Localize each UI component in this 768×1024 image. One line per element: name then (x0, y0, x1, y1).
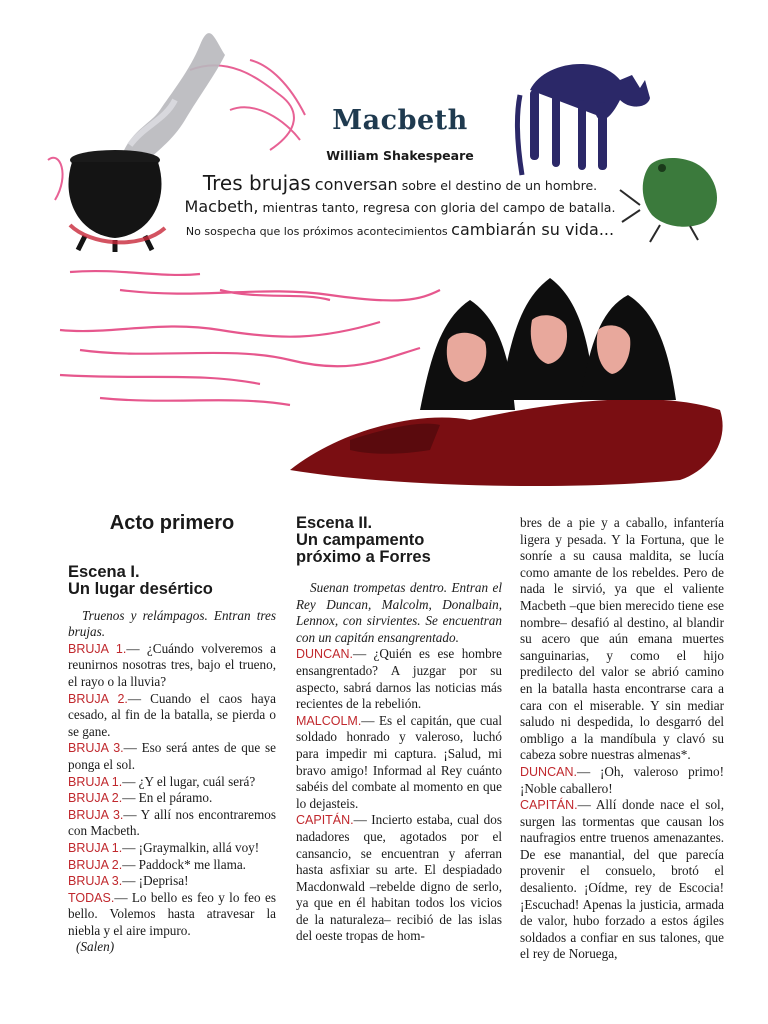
intro-emphasis: cambiarán su vida... (451, 220, 615, 239)
speaker-name: BRUJA 1. (68, 641, 127, 656)
speech-text: — ¿Quién es ese hombre ensangrentado? A juzgar por su aspecto, sabrá darnos las noticias más recientes de la rebelión. (296, 646, 502, 712)
dialogue-line (296, 812, 502, 945)
speaker-name: BRUJA 3. (68, 807, 124, 822)
speech-text: — Lo bello es feo y lo feo es bello. Volemos hasta atravesar la niebla y el aire impuro. (68, 889, 276, 938)
dialogue (520, 764, 724, 963)
speech-text: — En el páramo. (122, 790, 213, 806)
dialogue-line (296, 713, 502, 813)
speaker-name: MALCOLM. (296, 713, 362, 728)
speech-text: — ¿Cuándo volveremos a reunirnos nosotras tres, bajo el trueno, el rayo o la lluvia? (68, 640, 276, 689)
speaker-name: DUNCAN. (296, 647, 353, 662)
dialogue-line (520, 764, 724, 797)
speech-text: — ¡Graymalkin, allá voy! (122, 839, 260, 855)
dialogue-line (68, 740, 276, 773)
dialogue-line (68, 807, 276, 840)
speech-text: — Eso será antes de que se ponga el sol. (68, 740, 276, 772)
header (150, 105, 650, 239)
speaker-name: BRUJA 2. (68, 791, 123, 806)
speech-text: — Paddock* me llama. (122, 856, 246, 872)
stage-direction: (Salen) (76, 939, 115, 955)
speech-text: — Incierto estaba, cual dos nadadores que, agotados por el cansancio, se encuentran y aferran hasta asfixiar su arte. El despiadado Macdonwald –rebelde digno de serlo, ya que en él habitan todos los vicios de la naturaleza– recibió de las islas del oeste tropas de hom- (296, 812, 502, 944)
author: William Shakespeare (326, 148, 474, 163)
top-illustration (0, 0, 768, 500)
dialogue-line (520, 797, 724, 963)
speaker-name: BRUJA 3. (68, 741, 124, 756)
intro-line-2 (150, 197, 650, 216)
intro-text: sobre el destino de un hombre. (401, 178, 598, 193)
intro-line-1 (150, 171, 650, 195)
speaker-name: CAPITÁN. (520, 798, 578, 813)
dialogue-line (68, 873, 276, 890)
intro-text: No sospecha que los próximos acontecimientos (185, 225, 448, 238)
intro-line-3 (150, 220, 650, 239)
speaker-name: BRUJA 1. (68, 774, 123, 789)
speaker-name: BRUJA 2. (68, 691, 128, 706)
dialogue (296, 646, 502, 945)
speaker-name: BRUJA 1. (68, 840, 123, 855)
page-title: Macbeth (332, 105, 468, 136)
dialogue-line (296, 646, 502, 712)
three-witches (290, 278, 723, 486)
dialogue-line (68, 890, 276, 940)
continued-text: bres de a pie y a caballo, infantería ligera y pesada. Y la Fortuna, que le sonríe a su causa maldita, se lucía como amante de los rebeldes. Pero de nada le sirvió, ya que el valiente Macbeth –que bien merecido tiene ese nombre– desafió al destino, al blandir su acero que aún emana muertes sanguinarias, y como el hijo predilecto del valor se abrió camino en la batalla hasta encontrarse cara a cara con el miserable. Y sin mediar saludo ni despedida, lo desgarró del ombligo a la mandíbula y clavó su cabeza sobre nuestras almenas*. (520, 515, 724, 763)
dialogue-line (68, 840, 276, 857)
dialogue-line (68, 641, 276, 691)
scene-title: Escena I. (68, 562, 140, 581)
speech-text: — ¡Oh, valeroso primo! ¡Noble caballero! (520, 763, 724, 796)
scene-heading (296, 515, 502, 566)
speech-text: — Cuando el caos haya cesado, al fin de la batalla, se pierda o se gane. (68, 690, 276, 739)
intro-emphasis: Macbeth, (184, 197, 259, 216)
speaker-name: TODAS. (68, 890, 115, 905)
speech-text: — Y allí nos encontraremos con Macbeth. (68, 806, 276, 839)
intro-emphasis: conversan (314, 175, 398, 194)
scene-subtitle: Un campamento (296, 531, 425, 549)
mist-band (60, 271, 440, 405)
intro-text: mientras tanto, regresa con gloria del campo de batalla. (262, 200, 616, 215)
speech-text: — ¡Deprisa! (122, 873, 189, 889)
intro (150, 171, 650, 239)
speech-text: — Es el capitán, que cual soldado honrado y valeroso, luchó para impedir mi captura. ¡Salud, mi bravo amigo! Informad al Rey cuánto sabéis del combate al momento en que lo dejasteis. (296, 712, 502, 811)
stage-direction: Truenos y relámpagos. Entran tres brujas. (68, 607, 276, 640)
scene-subtitle: próximo a Forres (296, 548, 431, 566)
speaker-name: CAPITÁN. (296, 813, 354, 828)
column-3 (520, 515, 724, 963)
speech-text: — Allí donde nace el sol, surgen las tormentas que causan los naufragios entre truenos amenazantes. De ese manantial, del que parecía provenir el consuelo, brotó el desaliento. ¡Oídme, rey de Escocia! ¡Escuchad! Apenas la justicia, armada de valor, hubo forzado a estos ágiles soldados a confiar en sus talones, que el rey de Noruega, (520, 797, 724, 962)
column-2 (296, 515, 502, 945)
dialogue-line (68, 857, 276, 874)
dialogue-line (68, 691, 276, 741)
dialogue-line (68, 790, 276, 807)
speaker-name: DUNCAN. (520, 764, 577, 779)
dialogue (68, 641, 276, 940)
dialogue-line (68, 774, 276, 791)
scene-subtitle: Un lugar desértico (68, 579, 213, 598)
stage-direction: Suenan trompetas dentro. Entran el Rey Duncan, Malcolm, Donalbain, Lennox, con sirvientes. Se encuentran con un capitán ensangrentado. (296, 580, 502, 645)
speech-text: — ¿Y el lugar, cuál será? (122, 773, 256, 789)
speaker-name: BRUJA 3. (68, 874, 123, 889)
act-title: Acto primero (109, 512, 235, 534)
scene-title: Escena II. (296, 514, 373, 532)
column-1 (68, 512, 276, 956)
scene-heading (68, 564, 276, 598)
intro-emphasis: Tres brujas (202, 171, 311, 195)
speaker-name: BRUJA 2. (68, 857, 123, 872)
